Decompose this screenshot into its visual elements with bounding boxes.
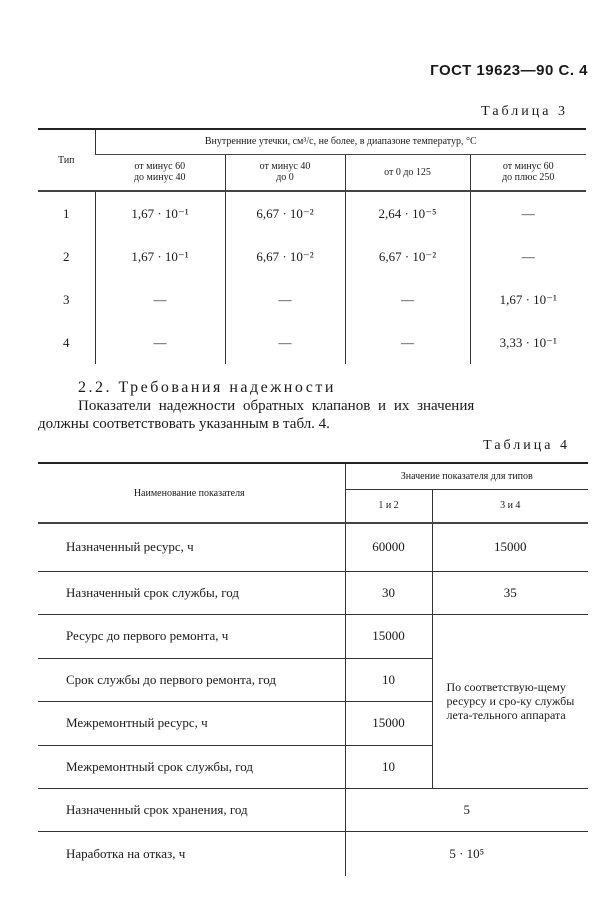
table-cell: 4 [63,334,70,350]
table-cell: — [225,278,345,321]
table-cell: 2,64 · 10⁻⁵ [345,191,470,235]
table-cell: Назначенный ресурс, ч [38,523,345,571]
paragraph-line: Показатели надежности обратных клапанов и их значения [78,398,475,414]
table-row [38,523,588,571]
table-cell: 30 [345,571,432,614]
table-row [38,614,588,658]
table-cell: Назначенный срок хранения, год [38,788,345,831]
table-row [38,191,586,235]
table-cell: Ресурс до первого ремонта, ч [38,614,345,658]
table-cell: Межремонтный ресурс, ч [38,701,345,745]
table-cell: — [95,278,225,321]
table-cell: 6,67 · 10⁻² [225,191,345,235]
table-4 [38,462,588,876]
table-cell: 15000 [345,614,432,658]
range-header: от минус 60 до минус 40 [95,154,225,191]
table-cell: — [345,278,470,321]
table-cell: — [470,235,586,278]
table-cell: 1 [63,205,70,221]
table-3 [38,128,586,364]
table-cell: — [95,321,225,364]
table4-label: Таблица 4 [483,438,570,453]
table-cell: 3 [63,291,70,307]
table-cell: 10 [345,658,432,701]
table-cell: 3,33 · 10⁻¹ [470,321,586,364]
table-cell: Срок службы до первого ремонта, год [38,658,345,701]
col-header: 1 и 2 [345,489,432,523]
page-header: ГОСТ 19623—90 С. 4 [430,62,588,79]
table-cell: 1,67 · 10⁻¹ [95,235,225,278]
name-header: Наименование показателя [38,463,345,523]
table-cell: 15000 [432,523,588,571]
table-row [38,788,588,831]
table-cell: — [345,321,470,364]
table-cell: 6,67 · 10⁻² [345,235,470,278]
group-header: Значение показателя для типов [345,463,588,489]
table-row [38,278,586,321]
table-cell: Наработка на отказ, ч [66,845,186,861]
table-cell: 5 · 10⁵ [345,831,588,876]
table3-label: Таблица 3 [481,104,568,119]
range-header: от минус 60 до плюс 250 [470,154,586,191]
range-header: от 0 до 125 [345,154,470,191]
table-cell: — [225,321,345,364]
type-header: Тип [38,129,95,191]
col-header: 3 и 4 [432,489,588,523]
table-cell: 1,67 · 10⁻¹ [95,191,225,235]
table-row [38,831,588,876]
table-cell: 35 [432,571,588,614]
table-row [38,235,586,278]
paragraph-line: должны соответствовать указанным в табл. 4. [38,416,330,432]
table-cell: 15000 [345,701,432,745]
table-cell: 2 [63,248,70,264]
table-cell: 1,67 · 10⁻¹ [470,278,586,321]
table-cell: Назначенный срок службы, год [38,571,345,614]
range-header: от минус 40 до 0 [225,154,345,191]
table-cell: 10 [345,745,432,788]
table-row [38,571,588,614]
table-row [38,321,586,364]
group-header: Внутренние утечки, см³/с, не более, в диапазоне температур, °С [95,129,586,154]
table-cell: 6,67 · 10⁻² [225,235,345,278]
table-cell: 60000 [345,523,432,571]
merged-note: По соответствую-щему ресурсу и сро-ку службы лета-тельного аппарата [432,614,588,788]
section-heading: 2.2. Требования надежности [78,379,336,396]
table-cell: Межремонтный срок службы, год [38,745,345,788]
table-cell: 5 [345,788,588,831]
table-cell: — [470,191,586,235]
